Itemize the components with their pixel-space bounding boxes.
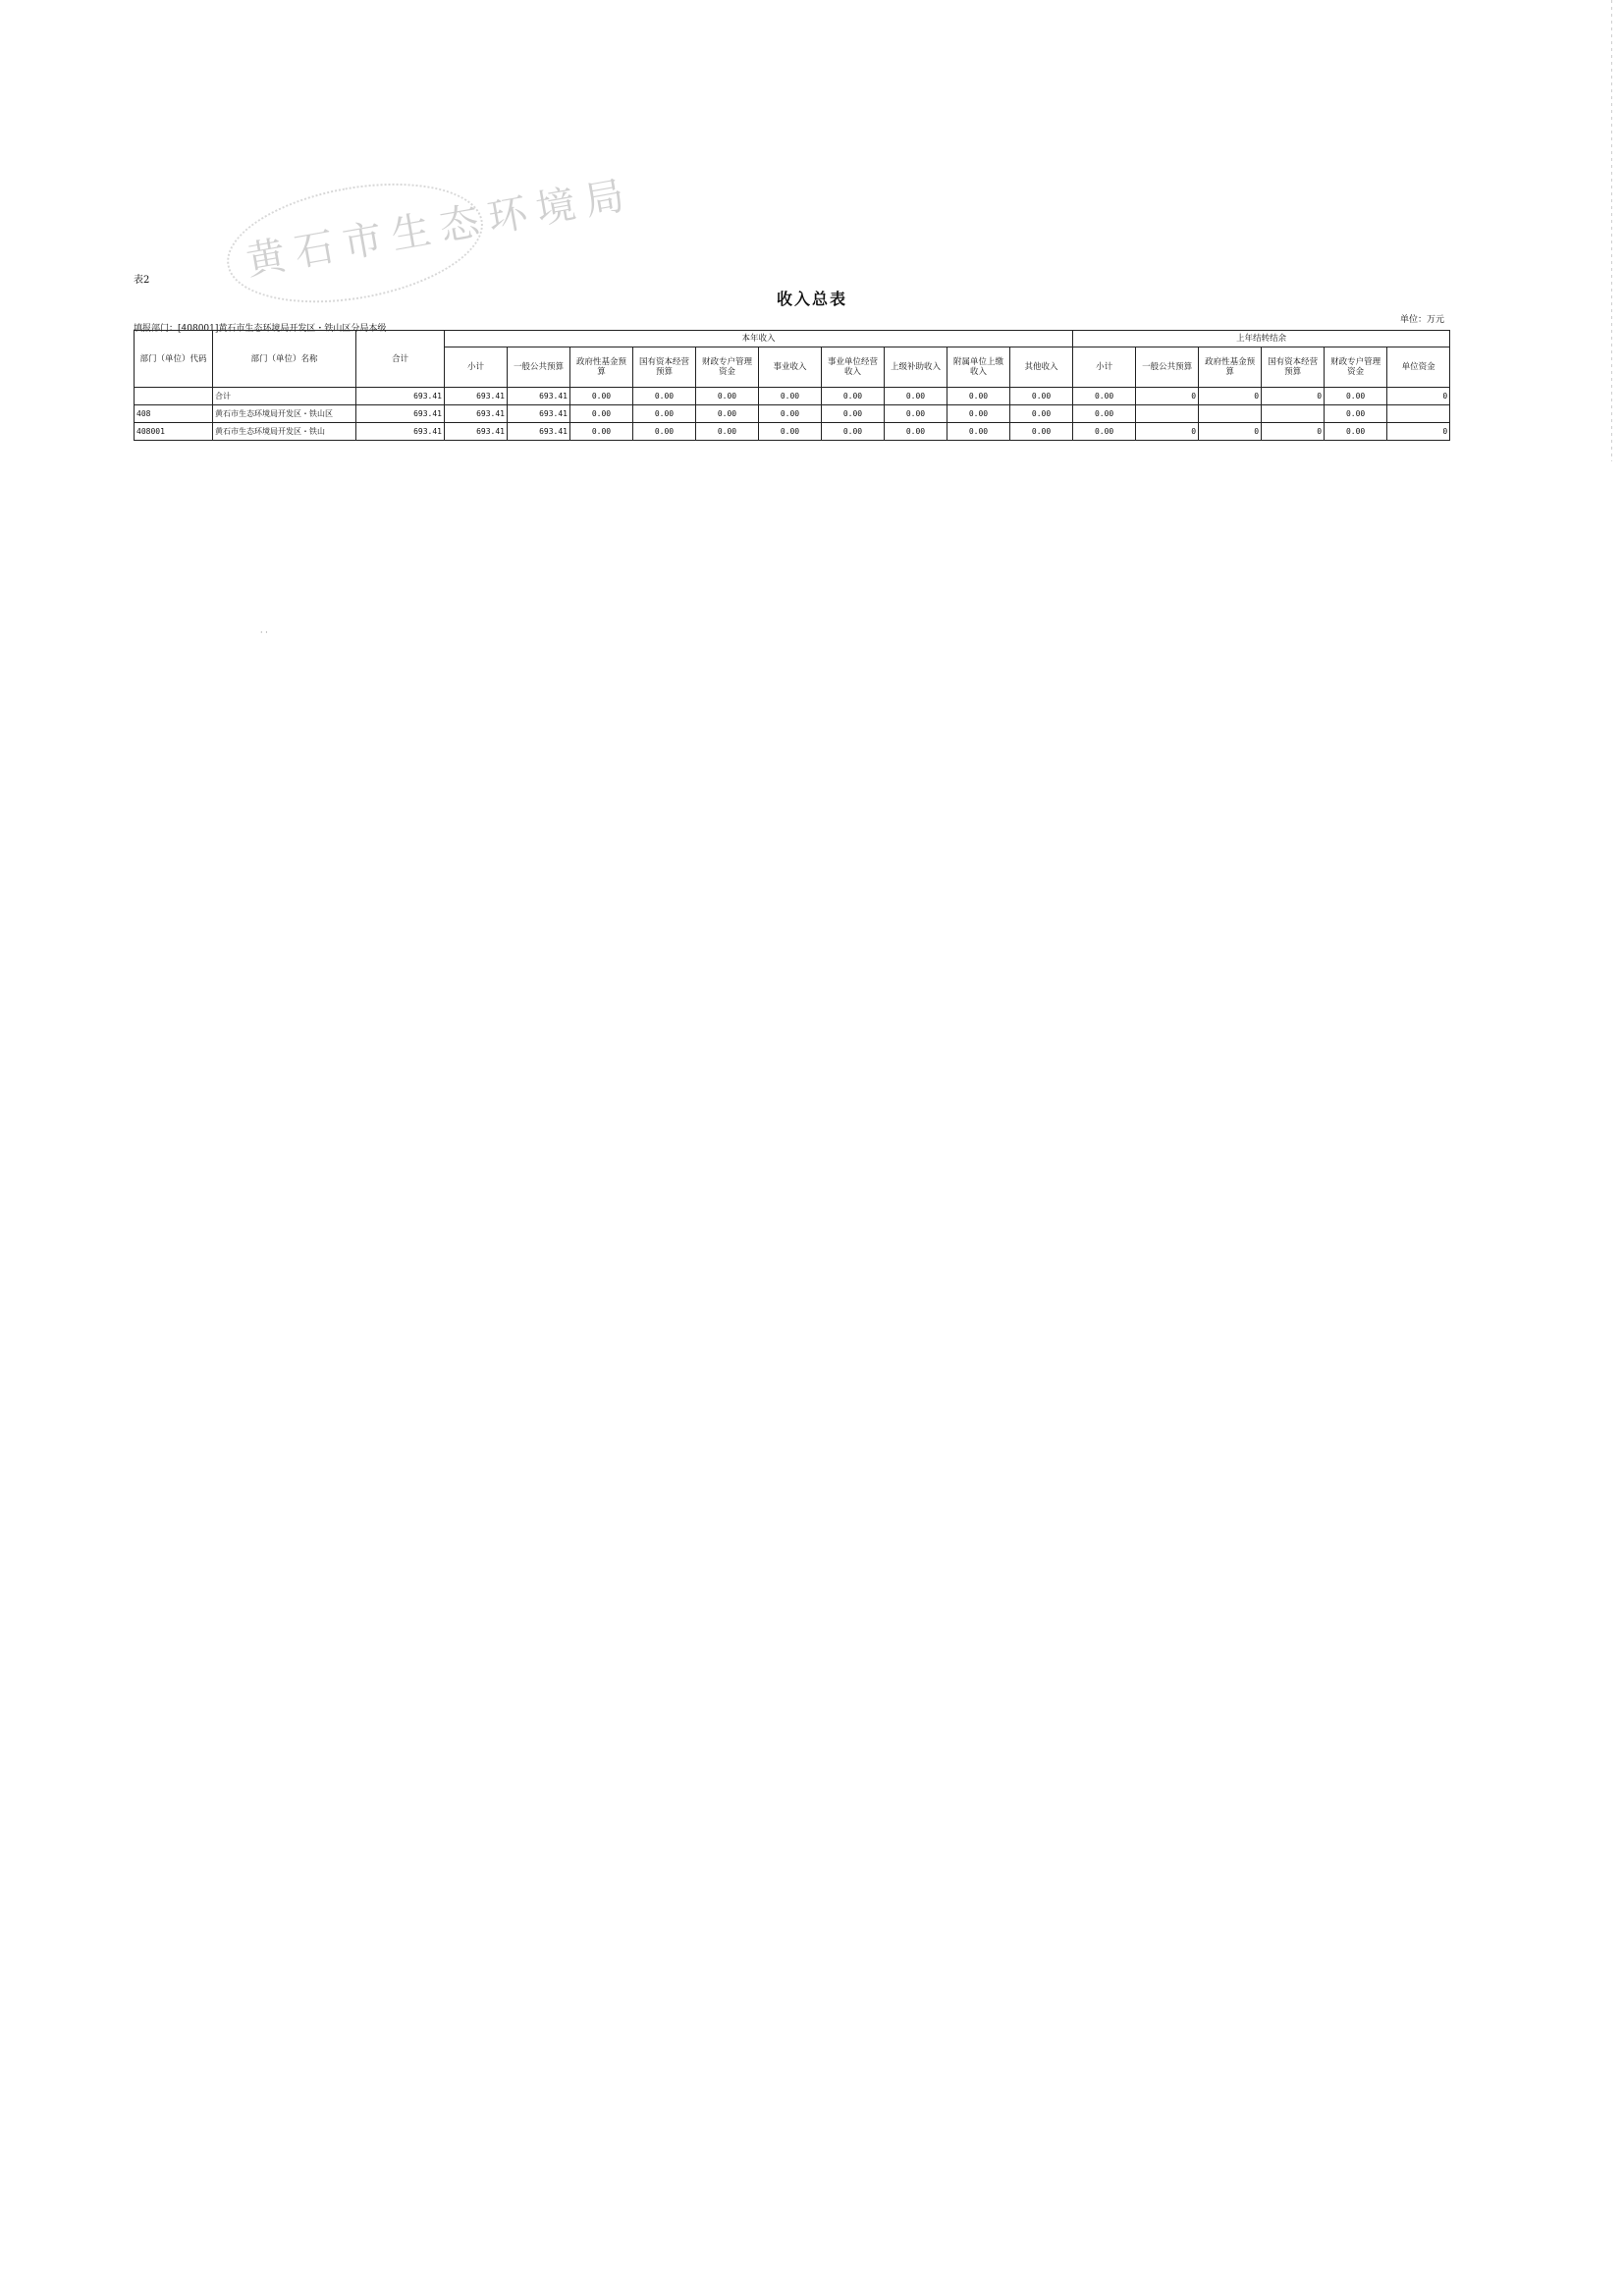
header-carryover: 上年结转结余 (1073, 331, 1450, 347)
cell-value: 693.41 (445, 423, 508, 441)
col-header: 附属单位上缴收入 (947, 347, 1010, 388)
cell-code: 408 (135, 405, 213, 423)
table-row (135, 405, 1450, 423)
col-header: 政府性基金预算 (1199, 347, 1262, 388)
cell-value: 0.00 (570, 423, 633, 441)
cell-value: 0.00 (885, 423, 947, 441)
cell-value (1262, 405, 1325, 423)
cell-value: 0.00 (822, 423, 885, 441)
cell-value: 0 (1262, 423, 1325, 441)
col-header: 小计 (445, 347, 508, 388)
col-header: 上级补助收入 (885, 347, 947, 388)
cell-value: 0 (1262, 388, 1325, 405)
col-header: 一般公共预算 (1136, 347, 1199, 388)
col-header: 事业单位经营收入 (822, 347, 885, 388)
cell-value: 0.00 (1073, 405, 1136, 423)
col-header: 其他收入 (1010, 347, 1073, 388)
unit-label: 单位：万元 (1399, 315, 1444, 325)
cell-value: 0.00 (1325, 423, 1387, 441)
cell-value: 0.00 (696, 405, 759, 423)
col-header: 单位资金 (1387, 347, 1450, 388)
header-current-year-income: 本年收入 (445, 331, 1073, 347)
cell-value: 0.00 (1325, 405, 1387, 423)
cell-value: 0.00 (1073, 388, 1136, 405)
cell-value: 0 (1387, 388, 1450, 405)
cell-value (1136, 405, 1199, 423)
cell-value: 0.00 (947, 423, 1010, 441)
cell-name: 黄石市生态环境局开发区・铁山区 (213, 405, 356, 423)
cell-total: 693.41 (356, 388, 445, 405)
page-title: 收入总表 (776, 290, 847, 308)
cell-value: 0.00 (822, 405, 885, 423)
cell-value: 0.00 (947, 388, 1010, 405)
cell-value: 0.00 (633, 423, 696, 441)
table-number: 表2 (134, 275, 150, 286)
col-header: 国有资本经营预算 (633, 347, 696, 388)
seal-text: 黄石市生态环境局 (243, 171, 638, 285)
cell-value: 0 (1136, 388, 1199, 405)
cell-value: 0 (1387, 423, 1450, 441)
cell-value: 0.00 (1073, 423, 1136, 441)
cell-value: 0.00 (1325, 388, 1387, 405)
cell-value: 693.41 (445, 388, 508, 405)
cell-total: 693.41 (356, 405, 445, 423)
cell-value (1199, 405, 1262, 423)
cell-value: 0.00 (696, 388, 759, 405)
cell-value: 693.41 (508, 388, 570, 405)
cell-value: 0.00 (633, 405, 696, 423)
cell-value: 693.41 (445, 405, 508, 423)
cell-total: 693.41 (356, 423, 445, 441)
cell-value: 0.00 (885, 405, 947, 423)
cell-value: 0.00 (759, 388, 822, 405)
cell-value: 0.00 (570, 405, 633, 423)
cell-value: 0 (1136, 423, 1199, 441)
table-row (135, 388, 1450, 405)
col-header: 一般公共预算 (508, 347, 570, 388)
col-header: 财政专户管理资金 (696, 347, 759, 388)
cell-value: 0.00 (1010, 405, 1073, 423)
cell-value: 0.00 (633, 388, 696, 405)
cell-name: 合计 (213, 388, 356, 405)
income-summary-table (134, 330, 1450, 441)
table-row (135, 423, 1450, 441)
col-header: 财政专户管理资金 (1325, 347, 1387, 388)
cell-value: 0.00 (570, 388, 633, 405)
cell-value: 693.41 (508, 423, 570, 441)
header-total: 合计 (356, 331, 445, 388)
scan-edge-line (1611, 0, 1612, 461)
cell-value: 0 (1199, 388, 1262, 405)
col-header: 事业收入 (759, 347, 822, 388)
header-row-groups (135, 331, 1450, 347)
cell-value: 0.00 (696, 423, 759, 441)
scan-speck: · · (260, 628, 268, 637)
cell-value: 0 (1199, 423, 1262, 441)
cell-value: 0.00 (947, 405, 1010, 423)
header-code: 部门（单位）代码 (135, 331, 213, 388)
cell-value: 0.00 (759, 423, 822, 441)
cell-value: 0.00 (822, 388, 885, 405)
cell-value: 693.41 (508, 405, 570, 423)
cell-value: 0.00 (759, 405, 822, 423)
header-name: 部门（单位）名称 (213, 331, 356, 388)
col-header: 小计 (1073, 347, 1136, 388)
cell-name: 黄石市生态环境局开发区・铁山 (213, 423, 356, 441)
cell-code: 408001 (135, 423, 213, 441)
cell-value: 0.00 (1010, 423, 1073, 441)
cell-value (1387, 405, 1450, 423)
col-header: 国有资本经营预算 (1262, 347, 1325, 388)
cell-code (135, 388, 213, 405)
reporting-department: 填报部门：[408001]黄石市生态环境局开发区・铁山区分局本级 (134, 324, 387, 334)
cell-value: 0.00 (1010, 388, 1073, 405)
col-header: 政府性基金预算 (570, 347, 633, 388)
cell-value: 0.00 (885, 388, 947, 405)
